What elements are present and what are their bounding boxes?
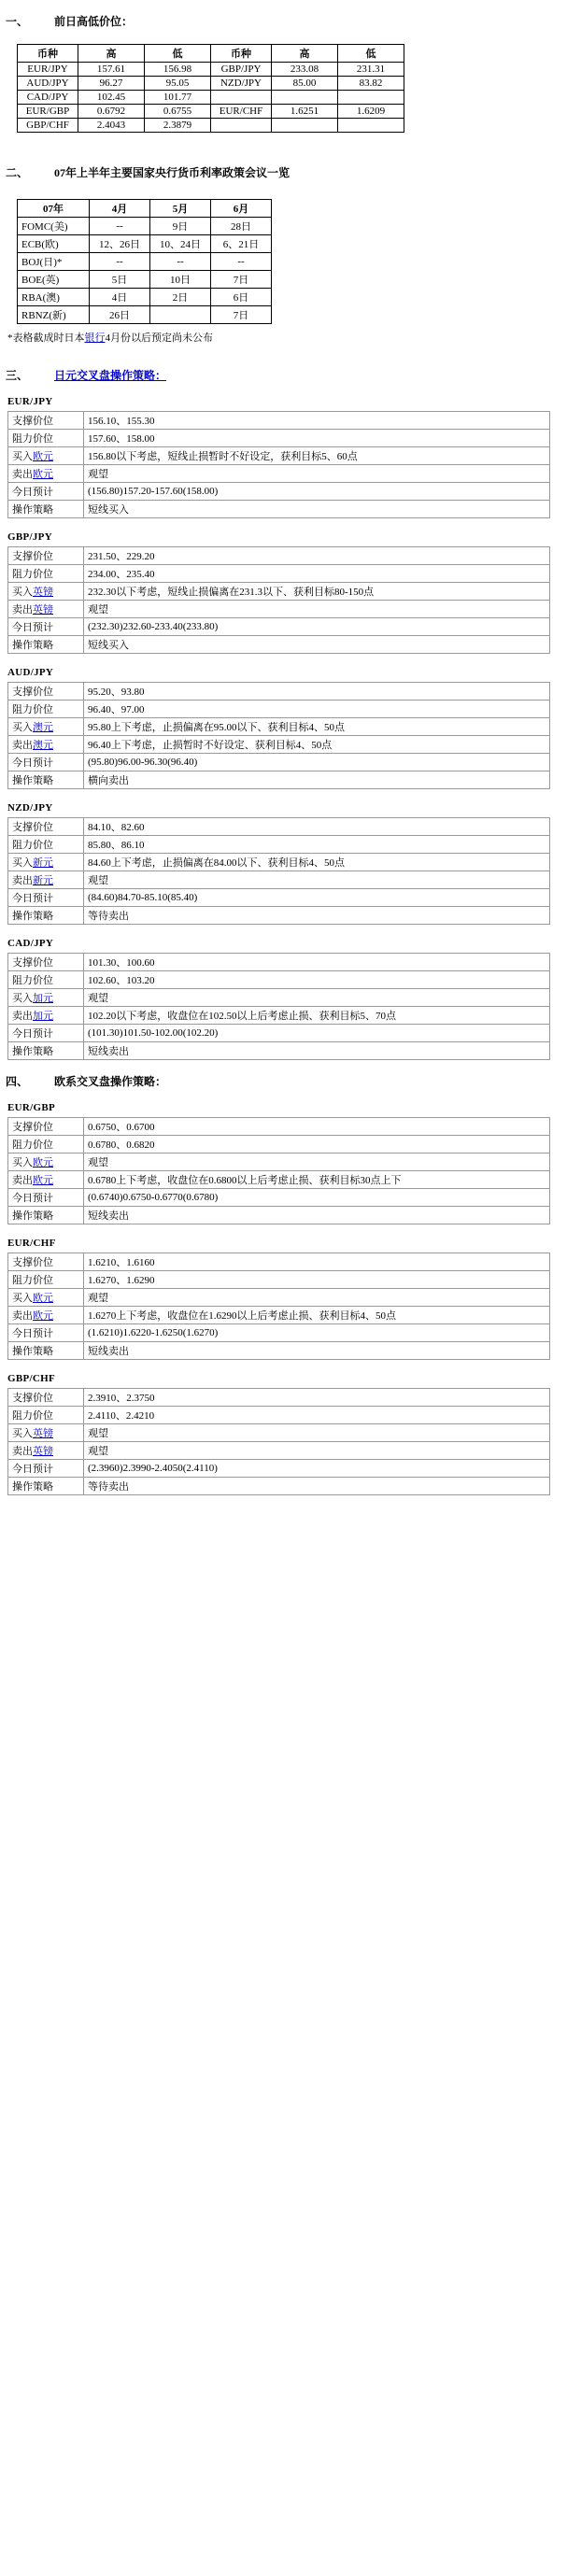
table-row	[18, 218, 272, 235]
table-footnote	[7, 330, 567, 345]
table-cell: 9日	[150, 218, 211, 235]
strategy-row	[8, 1007, 550, 1025]
strategy-row	[8, 971, 550, 989]
strategy-row	[8, 618, 550, 636]
daily-high-low-table	[17, 44, 404, 133]
table-cell: 28日	[211, 218, 272, 235]
strategy-row-label: 阻力价位	[8, 565, 84, 583]
strategy-row	[8, 1307, 550, 1324]
strategy-row-value: 等待卖出	[84, 1478, 550, 1495]
strategy-row	[8, 1407, 550, 1424]
strategy-row-value: 观望	[84, 601, 550, 618]
currency-link[interactable]: 英镑	[33, 1428, 53, 1439]
strategy-row-value: 观望	[84, 1442, 550, 1460]
table-cell	[272, 119, 338, 133]
strategy-row-value: (84.60)84.70-85.10(85.40)	[84, 889, 550, 907]
column-header: 6月	[211, 200, 272, 218]
strategy-row-value: 2.4110、2.4210	[84, 1407, 550, 1424]
strategy-row	[8, 954, 550, 971]
strategy-row-value: 短线买入	[84, 636, 550, 654]
strategy-row	[8, 836, 550, 854]
strategy-row-value: 102.20以下考虑，收盘位在102.50以上后考虑止损、获利目标5、70点	[84, 1007, 550, 1025]
table-cell: 10、24日	[150, 235, 211, 253]
section-3-title[interactable]: 日元交叉盘操作策略：	[54, 369, 167, 382]
strategy-row-label: 操作策略	[8, 771, 84, 789]
currency-pair-title: CAD/JPY	[7, 938, 54, 949]
currency-link[interactable]: 欧元	[33, 1293, 53, 1304]
table-cell: 156.98	[145, 63, 211, 77]
table-cell: GBP/CHF	[18, 119, 78, 133]
table-cell: GBP/JPY	[211, 63, 272, 77]
strategy-row	[8, 1025, 550, 1042]
table-row	[18, 306, 272, 324]
table-row	[18, 235, 272, 253]
table-cell: RBA(澳)	[18, 289, 90, 306]
strategy-row-label: 今日预计	[8, 889, 84, 907]
currency-link[interactable]: 英镑	[33, 587, 53, 598]
strategy-row-label: 今日预计	[8, 1324, 84, 1342]
strategy-row	[8, 601, 550, 618]
strategy-row-value: 0.6780上下考虑，收盘位在0.6800以上后考虑止损、获利目标30点上下	[84, 1171, 550, 1189]
strategy-row	[8, 501, 550, 518]
strategy-row-value: 102.60、103.20	[84, 971, 550, 989]
bank-link[interactable]: 银行	[84, 333, 106, 344]
section-4-title: 欧系交叉盘操作策略：	[54, 1075, 167, 1088]
table-cell: 7日	[211, 306, 272, 324]
strategy-row-value: 234.00、235.40	[84, 565, 550, 583]
strategy-row-label: 支撑价位	[8, 818, 84, 836]
strategy-row-value: 观望	[84, 465, 550, 483]
currency-link[interactable]: 欧元	[33, 469, 53, 480]
column-header: 07年	[18, 200, 90, 218]
strategy-row-value: 观望	[84, 1154, 550, 1171]
strategy-row-value: (95.80)96.00-96.30(96.40)	[84, 754, 550, 771]
section-1-title: 前日高低价位：	[54, 15, 134, 28]
strategy-row-label: 阻力价位	[8, 430, 84, 447]
currency-link[interactable]: 英镑	[33, 1446, 53, 1457]
section-4-heading	[0, 1073, 567, 1089]
strategy-row-label: 阻力价位	[8, 1407, 84, 1424]
strategy-row-label: 操作策略	[8, 1342, 84, 1360]
strategy-row	[8, 583, 550, 601]
strategy-table	[7, 546, 550, 654]
strategy-row-value: (2.3960)2.3990-2.4050(2.4110)	[84, 1460, 550, 1478]
eur-strategy-blocks	[0, 1102, 567, 1495]
cb-table-wrap	[17, 199, 567, 324]
strategy-row-value: 157.60、158.00	[84, 430, 550, 447]
strategy-row-label: 今日预计	[8, 483, 84, 501]
table-cell: 4日	[90, 289, 150, 306]
column-header: 币种	[211, 45, 272, 63]
strategy-row-label: 买入欧元	[8, 1154, 84, 1171]
strategy-row-value: 0.6750、0.6700	[84, 1118, 550, 1136]
strategy-row-label: 买入欧元	[8, 447, 84, 465]
strategy-row-value: 84.60上下考虑，止损偏离在84.00以下、获利目标4、50点	[84, 854, 550, 871]
strategy-row	[8, 1478, 550, 1495]
section-3-heading	[0, 367, 567, 383]
table-cell: RBNZ(新)	[18, 306, 90, 324]
table-cell	[338, 91, 404, 105]
currency-pair-title: GBP/CHF	[7, 1373, 55, 1384]
table-cell	[338, 119, 404, 133]
strategy-row-label: 支撑价位	[8, 1253, 84, 1271]
strategy-row-value: 1.6210、1.6160	[84, 1253, 550, 1271]
table-row	[18, 77, 404, 91]
table-cell: 6日	[211, 289, 272, 306]
strategy-row	[8, 1389, 550, 1407]
section-3-number: 三、	[6, 369, 29, 382]
strategy-row-label: 操作策略	[8, 636, 84, 654]
strategy-row-label: 阻力价位	[8, 1271, 84, 1289]
table-cell: 102.45	[78, 91, 145, 105]
table-cell: 6、21日	[211, 235, 272, 253]
strategy-row-value: (156.80)157.20-157.60(158.00)	[84, 483, 550, 501]
strategy-row-label: 今日预计	[8, 1189, 84, 1207]
table-cell	[150, 306, 211, 324]
strategy-row	[8, 1154, 550, 1171]
table-cell: 1.6209	[338, 105, 404, 119]
table-cell: 83.82	[338, 77, 404, 91]
table-cell: CAD/JPY	[18, 91, 78, 105]
section-4-number: 四、	[6, 1075, 29, 1088]
currency-link[interactable]: 欧元	[33, 1157, 53, 1168]
strategy-table	[7, 817, 550, 925]
strategy-row-value: 231.50、229.20	[84, 547, 550, 565]
table-cell: 96.27	[78, 77, 145, 91]
table-row	[18, 63, 404, 77]
strategy-row	[8, 701, 550, 718]
strategy-row	[8, 683, 550, 701]
table-cell: 0.6792	[78, 105, 145, 119]
section-2-number: 二、	[6, 166, 29, 179]
strategy-row-label: 买入澳元	[8, 718, 84, 736]
strategy-table	[7, 1388, 550, 1495]
strategy-row	[8, 465, 550, 483]
strategy-row-label: 卖出欧元	[8, 1171, 84, 1189]
footnote-post: 4月份以后预定尚未公布	[105, 333, 213, 344]
jpy-strategy-blocks	[0, 396, 567, 1060]
strategy-row	[8, 718, 550, 736]
strategy-row-value: 96.40、97.00	[84, 701, 550, 718]
strategy-row	[8, 1207, 550, 1224]
strategy-row	[8, 636, 550, 654]
currency-link[interactable]: 新元	[33, 875, 53, 886]
table-row	[18, 271, 272, 289]
section-1-number: 一、	[6, 15, 29, 28]
currency-link[interactable]: 加元	[33, 1011, 53, 1022]
table-cell: 157.61	[78, 63, 145, 77]
currency-pair-title: GBP/JPY	[7, 531, 52, 543]
table-cell: 26日	[90, 306, 150, 324]
strategy-row-label: 阻力价位	[8, 836, 84, 854]
strategy-row-label: 阻力价位	[8, 971, 84, 989]
table-cell: NZD/JPY	[211, 77, 272, 91]
strategy-row-value: 1.6270上下考虑，收盘位在1.6290以上后考虑止损、获利目标4、50点	[84, 1307, 550, 1324]
section-2-heading	[0, 164, 567, 180]
strategy-row	[8, 1424, 550, 1442]
strategy-row-value: 观望	[84, 1289, 550, 1307]
currency-link[interactable]: 加元	[33, 993, 53, 1004]
currency-link[interactable]: 澳元	[33, 740, 53, 751]
strategy-row-value: 等待卖出	[84, 907, 550, 925]
strategy-row	[8, 754, 550, 771]
strategy-row-label: 支撑价位	[8, 683, 84, 701]
table-cell: EUR/GBP	[18, 105, 78, 119]
strategy-row-label: 买入英镑	[8, 583, 84, 601]
strategy-table	[7, 1253, 550, 1360]
strategy-row-label: 支撑价位	[8, 547, 84, 565]
strategy-row-label: 卖出欧元	[8, 465, 84, 483]
table-cell: 231.31	[338, 63, 404, 77]
table-cell: --	[211, 253, 272, 271]
strategy-row-label: 支撑价位	[8, 954, 84, 971]
strategy-row	[8, 736, 550, 754]
strategy-row	[8, 1253, 550, 1271]
strategy-row	[8, 1118, 550, 1136]
column-header: 4月	[90, 200, 150, 218]
strategy-row-value: 95.20、93.80	[84, 683, 550, 701]
strategy-row	[8, 1442, 550, 1460]
strategy-row-value: 84.10、82.60	[84, 818, 550, 836]
strategy-row	[8, 1460, 550, 1478]
strategy-row	[8, 771, 550, 789]
strategy-row	[8, 1324, 550, 1342]
strategy-row-label: 卖出欧元	[8, 1307, 84, 1324]
table-row	[18, 91, 404, 105]
column-header: 高	[78, 45, 145, 63]
strategy-row	[8, 889, 550, 907]
column-header: 低	[145, 45, 211, 63]
strategy-row	[8, 1289, 550, 1307]
strategy-row	[8, 447, 550, 465]
strategy-row-label: 操作策略	[8, 1042, 84, 1060]
strategy-row-label: 今日预计	[8, 754, 84, 771]
strategy-row-value: (1.6210)1.6220-1.6250(1.6270)	[84, 1324, 550, 1342]
strategy-table	[7, 1117, 550, 1224]
strategy-row-value: (0.6740)0.6750-0.6770(0.6780)	[84, 1189, 550, 1207]
table-row	[18, 289, 272, 306]
strategy-row-label: 支撑价位	[8, 1389, 84, 1407]
strategy-row-value: 96.40上下考虑，止损暂时不好设定、获利目标4、50点	[84, 736, 550, 754]
currency-link[interactable]: 澳元	[33, 722, 53, 733]
strategy-row-label: 卖出澳元	[8, 736, 84, 754]
strategy-row-label: 操作策略	[8, 1207, 84, 1224]
strategy-row-value: 156.80以下考虑，短线止损暂时不好设定，获利目标5、60点	[84, 447, 550, 465]
strategy-row-value: 横向卖出	[84, 771, 550, 789]
strategy-row-value: (232.30)232.60-233.40(233.80)	[84, 618, 550, 636]
strategy-row	[8, 1189, 550, 1207]
strategy-row-label: 操作策略	[8, 907, 84, 925]
currency-link[interactable]: 新元	[33, 857, 53, 869]
strategy-row	[8, 1271, 550, 1289]
strategy-row-value: 短线卖出	[84, 1042, 550, 1060]
table-cell	[211, 119, 272, 133]
strategy-row-value: 1.6270、1.6290	[84, 1271, 550, 1289]
strategy-row-label: 买入加元	[8, 989, 84, 1007]
strategy-row-value: 101.30、100.60	[84, 954, 550, 971]
strategy-row	[8, 871, 550, 889]
table-cell: AUD/JPY	[18, 77, 78, 91]
section-1-heading	[0, 13, 567, 29]
table-cell: --	[90, 218, 150, 235]
table-cell: 5日	[90, 271, 150, 289]
table-row	[18, 253, 272, 271]
currency-pair-title: EUR/JPY	[7, 396, 53, 407]
currency-link[interactable]: 英镑	[33, 604, 53, 616]
section-2-title: 07年上半年主要国家央行货币利率政策会议一览	[54, 166, 291, 179]
strategy-row-value: 短线卖出	[84, 1342, 550, 1360]
strategy-row-value: 观望	[84, 1424, 550, 1442]
strategy-row	[8, 483, 550, 501]
strategy-row-value: 观望	[84, 871, 550, 889]
strategy-row-value: (101.30)101.50-102.00(102.20)	[84, 1025, 550, 1042]
table-cell: BOE(英)	[18, 271, 90, 289]
table-cell: EUR/JPY	[18, 63, 78, 77]
strategy-row-label: 卖出加元	[8, 1007, 84, 1025]
strategy-row-label: 买入英镑	[8, 1424, 84, 1442]
table-cell: 0.6755	[145, 105, 211, 119]
strategy-row	[8, 547, 550, 565]
strategy-row-value: 232.30以下考虑，短线止损偏离在231.3以下、获利目标80-150点	[84, 583, 550, 601]
currency-pair-title: AUD/JPY	[7, 667, 54, 678]
table-cell: BOJ(日)*	[18, 253, 90, 271]
strategy-row-value: 2.3910、2.3750	[84, 1389, 550, 1407]
strategy-row-label: 支撑价位	[8, 1118, 84, 1136]
strategy-row	[8, 412, 550, 430]
strategy-row-label: 阻力价位	[8, 1136, 84, 1154]
strategy-row-value: 95.80上下考虑，止损偏离在95.00以下、获利目标4、50点	[84, 718, 550, 736]
table-header-row	[18, 200, 272, 218]
strategy-row-label: 卖出英镑	[8, 1442, 84, 1460]
strategy-row	[8, 1136, 550, 1154]
table-cell: 2日	[150, 289, 211, 306]
strategy-row-label: 卖出新元	[8, 871, 84, 889]
table-cell: 95.05	[145, 77, 211, 91]
strategy-row-label: 买入新元	[8, 854, 84, 871]
strategy-row-value: 0.6780、0.6820	[84, 1136, 550, 1154]
table-cell: 85.00	[272, 77, 338, 91]
table-header-row	[18, 45, 404, 63]
table-cell: 7日	[211, 271, 272, 289]
currency-pair-title: NZD/JPY	[7, 802, 53, 814]
table-cell: 233.08	[272, 63, 338, 77]
table-row	[18, 105, 404, 119]
strategy-row	[8, 989, 550, 1007]
table-cell: 2.3879	[145, 119, 211, 133]
strategy-row	[8, 1342, 550, 1360]
central-bank-meetings-table	[17, 199, 272, 324]
table-cell: --	[90, 253, 150, 271]
strategy-row-value: 观望	[84, 989, 550, 1007]
table-cell: FOMC(美)	[18, 218, 90, 235]
table-cell: --	[150, 253, 211, 271]
table-cell: 10日	[150, 271, 211, 289]
column-header: 币种	[18, 45, 78, 63]
table-cell	[211, 91, 272, 105]
currency-pair-title: EUR/GBP	[7, 1102, 55, 1113]
strategy-row-value: 短线买入	[84, 501, 550, 518]
currency-link[interactable]: 欧元	[33, 1310, 53, 1322]
strategy-row-label: 今日预计	[8, 1025, 84, 1042]
strategy-row	[8, 907, 550, 925]
currency-pair-title: EUR/CHF	[7, 1238, 56, 1249]
strategy-row-label: 阻力价位	[8, 701, 84, 718]
strategy-row	[8, 854, 550, 871]
strategy-row	[8, 1171, 550, 1189]
table-cell: 12、26日	[90, 235, 150, 253]
rates-table-wrap	[17, 44, 567, 133]
strategy-row-value: 短线卖出	[84, 1207, 550, 1224]
strategy-row-label: 操作策略	[8, 1478, 84, 1495]
strategy-table	[7, 682, 550, 789]
strategy-row-label: 操作策略	[8, 501, 84, 518]
strategy-row-label: 今日预计	[8, 1460, 84, 1478]
table-cell: 2.4043	[78, 119, 145, 133]
table-cell: 101.77	[145, 91, 211, 105]
strategy-row	[8, 565, 550, 583]
strategy-table	[7, 953, 550, 1060]
currency-link[interactable]: 欧元	[33, 451, 53, 462]
table-cell: 1.6251	[272, 105, 338, 119]
strategy-row	[8, 1042, 550, 1060]
table-row	[18, 119, 404, 133]
table-cell: ECB(欧)	[18, 235, 90, 253]
strategy-row-label: 支撑价位	[8, 412, 84, 430]
strategy-row-label: 卖出英镑	[8, 601, 84, 618]
strategy-row	[8, 430, 550, 447]
footnote-pre: *表格截成时日本	[7, 333, 85, 344]
strategy-row-label: 今日预计	[8, 618, 84, 636]
column-header: 低	[338, 45, 404, 63]
currency-link[interactable]: 欧元	[33, 1175, 53, 1186]
strategy-row-value: 85.80、86.10	[84, 836, 550, 854]
strategy-row	[8, 818, 550, 836]
column-header: 5月	[150, 200, 211, 218]
strategy-row-value: 156.10、155.30	[84, 412, 550, 430]
table-cell: EUR/CHF	[211, 105, 272, 119]
strategy-row-label: 买入欧元	[8, 1289, 84, 1307]
table-cell	[272, 91, 338, 105]
column-header: 高	[272, 45, 338, 63]
strategy-table	[7, 411, 550, 518]
